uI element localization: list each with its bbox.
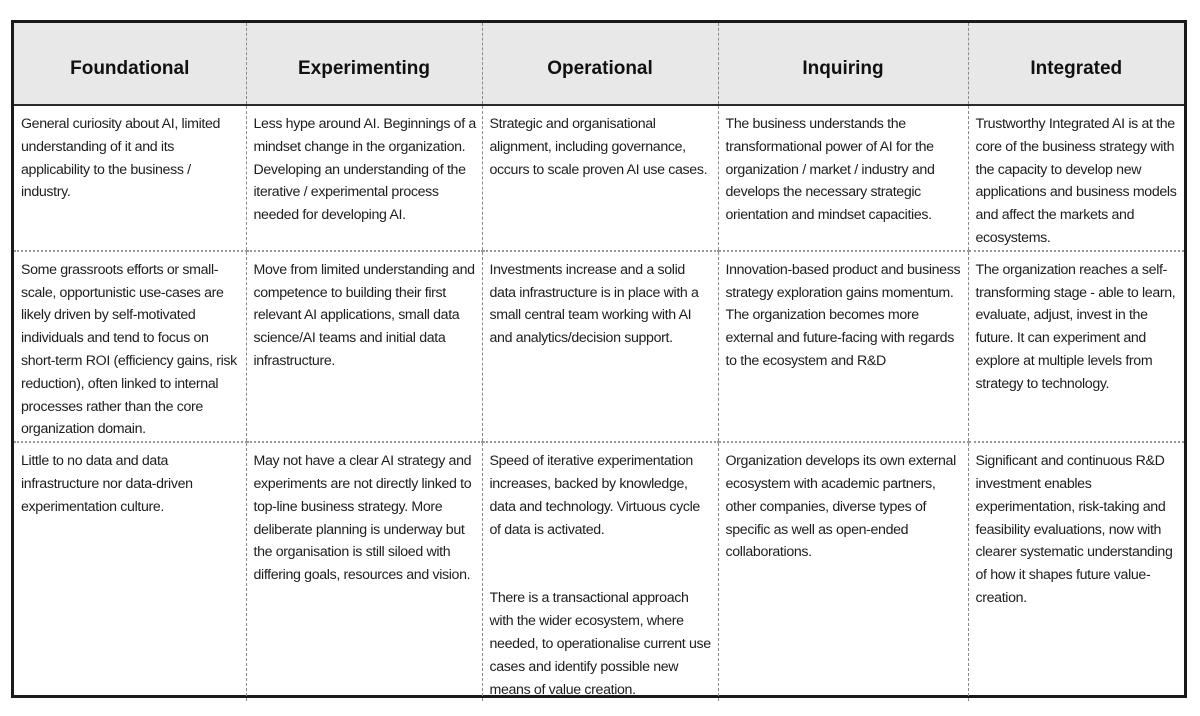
cell-text: The business understands the transformational power of AI for the organization / market / industry and develops the necessary strategic orientation and mindset capacities. [725,116,935,224]
cell-text: Organization develops its own external ecosystem with academic partners, other companies, diverse types of specific as well as open-ended collaborations. [725,453,956,561]
table-cell [14,105,246,251]
cell-text: General curiosity about AI, limited understanding of it and its applicability to the business / industry. [21,116,221,201]
column-header-operational: Operational [482,23,718,105]
cell-text: Move from limited understanding and competence to building their first relevant AI applications, small data science/AI teams and initial data infrastructure. [253,261,475,369]
table-cell [246,251,482,442]
table-cell [246,105,482,251]
header-row [14,23,1184,105]
cell-text: May not have a clear AI strategy and experiments are not directly linked to top-line business strategy. More deliberate planning is underway but the organisation is still siloed with differing goals, resources and vision. [253,453,472,584]
table-cell [482,105,718,251]
table-cell [968,251,1184,442]
cell-text: Investments increase and a solid data infrastructure is in place with a small central team working with AI and analytics/decision support. [489,261,699,347]
table-row [14,442,1184,701]
table-cell [14,251,246,442]
cell-text: The organization reaches a self-transforming stage - able to learn, evaluate, adjust, invest in the future. It can experiment and explore at multiple levels from strategy to technology. [975,261,1176,392]
cell-text: Speed of iterative experimentation increases, backed by knowledge, data and technology. Virtuous cycle of data is activated. [489,453,700,538]
cell-text: Strategic and organisational alignment, including governance, occurs to scale proven AI use cases. [489,116,708,178]
table-cell [968,105,1184,251]
column-header-foundational: Foundational [14,23,246,105]
cell-text: Less hype around AI. Beginnings of a mindset change in the organization. Developing an understanding of the iterative / experimental process needed for developing AI. [253,116,476,224]
cell-text: Significant and continuous R&D investment enables experimentation, risk-taking and feasibility evaluations, now with clearer systematic understanding of how it shapes future value-creation. [975,453,1173,606]
table-body [14,105,1184,701]
table-cell [14,442,246,701]
maturity-table-frame [11,20,1187,698]
table-row [14,251,1184,442]
cell-text: Innovation-based product and business strategy exploration gains momentum. The organization becomes more external and future-facing with regards to the ecosystem and R&D [725,261,961,369]
table-row [14,105,1184,251]
table-header [14,23,1184,105]
table-cell [718,442,968,701]
column-header-inquiring: Inquiring [718,23,968,105]
table-cell [968,442,1184,701]
table-cell [482,251,718,442]
cell-text: Some grassroots efforts or small-scale, opportunistic use-cases are likely driven by self-motivated individuals and tend to focus on short-term ROI (efficiency gains, risk reduction), often linked to internal processes rather than the core organization domain. [21,261,237,438]
table-cell [718,105,968,251]
cell-text: Little to no data and data infrastructure nor data-driven experimentation culture. [21,453,193,515]
table-cell [246,442,482,701]
cell-text: Trustworthy Integrated AI is at the core of the business strategy with the capacity to develop new applications and business models and affect the markets and ecosystems. [975,116,1177,246]
column-header-integrated: Integrated [968,23,1184,105]
table-cell [482,442,718,701]
column-header-experimenting: Experimenting [246,23,482,105]
table-cell [718,251,968,442]
cell-text-extra: There is a transactional approach with the wider ecosystem, where needed, to operationalise current use cases and identify possible new means of value creation. [489,590,711,698]
ai-maturity-table [14,23,1184,701]
